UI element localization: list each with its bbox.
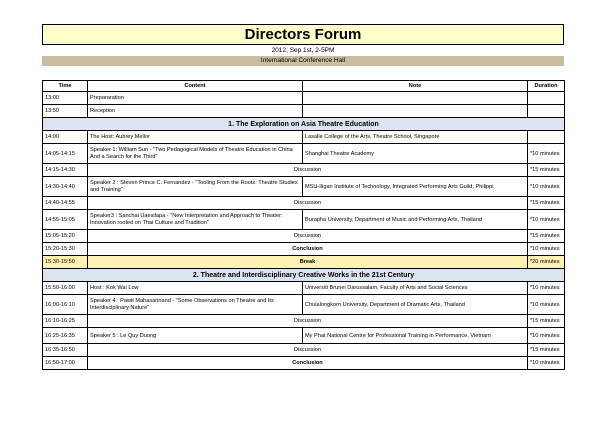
duration-cell: *10 minutes	[528, 144, 565, 164]
merged-cell: Break	[88, 256, 528, 269]
merged-cell: Discussion	[88, 344, 528, 357]
merged-cell: Discussion	[88, 164, 528, 177]
content-cell: Reception	[88, 105, 303, 118]
column-header-note: Note	[303, 81, 528, 92]
table-row	[43, 344, 565, 357]
duration-cell: *20 minutes	[528, 256, 565, 269]
content-cell: Speaker 1: William Sun - "Two Pedagogical Models of Theatre Education in China And a Search for the Third"	[88, 144, 303, 164]
duration-cell: *10 minutes	[528, 177, 565, 197]
duration-cell: *15 minutes	[528, 315, 565, 328]
duration-cell: *15 minutes	[528, 197, 565, 210]
duration-cell: *10 minutes	[528, 295, 565, 315]
column-header-time: Time	[43, 81, 88, 92]
note-cell: MSU-Iligan Institute of Technology, Integrated Performing Arts Guild, Philippi	[303, 177, 528, 197]
note-cell: Chulalongkorn University, Department of Dramatic Arts, Thailand	[303, 295, 528, 315]
time-cell: 15:50-16:00	[43, 282, 88, 295]
content-cell: The Host: Aubrey Mellor	[88, 131, 303, 144]
table-row	[43, 328, 565, 344]
table-row	[43, 210, 565, 230]
section-heading: 2. Theatre and Interdisciplinary Creative Works in the 21st Century	[43, 269, 565, 282]
time-cell: 13:00	[43, 92, 88, 105]
note-cell: Burapha University, Department of Music and Performing Arts, Thailand	[303, 210, 528, 230]
duration-cell: *15 minutes	[528, 230, 565, 243]
duration-cell: *10 minutes	[528, 328, 565, 344]
schedule-table	[42, 80, 565, 370]
duration-cell	[528, 131, 565, 144]
note-cell	[303, 92, 528, 105]
title-box	[42, 24, 564, 45]
event-venue: International Conference Hall	[42, 56, 564, 66]
time-cell: 14:55-15:05	[43, 210, 88, 230]
table-row	[43, 315, 565, 328]
table-row	[43, 282, 565, 295]
duration-cell: *10 minutes	[528, 210, 565, 230]
merged-cell: Discussion	[88, 197, 528, 210]
time-cell: 15:20-15:30	[43, 243, 88, 256]
duration-cell	[528, 92, 565, 105]
duration-cell: *10 minutes	[528, 357, 565, 370]
note-cell: My Phat National Centre for Professional Training in Performance, Vietnam	[303, 328, 528, 344]
table-row	[43, 256, 565, 269]
duration-cell: *10 minutes	[528, 282, 565, 295]
table-row	[43, 295, 565, 315]
merged-cell: Conclusion	[88, 357, 528, 370]
section-row	[43, 269, 565, 282]
time-cell: 16:25-16:35	[43, 328, 88, 344]
content-cell: Speaker 2 : Steven Prince C. Fernandez - "Tooling From the Roots: Theatre Studies and Training"	[88, 177, 303, 197]
time-cell: 14:40-14:55	[43, 197, 88, 210]
table-row	[43, 105, 565, 118]
content-cell: Speaker 5 : Le Quy Duong	[88, 328, 303, 344]
table-row	[43, 230, 565, 243]
column-header-duration: Duration	[528, 81, 565, 92]
duration-cell: *15 minutes	[528, 344, 565, 357]
time-cell: 16:00-16:10	[43, 295, 88, 315]
section-row	[43, 118, 565, 131]
section-heading: 1. The Exploration on Asia Theatre Education	[43, 118, 565, 131]
time-cell: 15:05-15:20	[43, 230, 88, 243]
table-row	[43, 144, 565, 164]
table-row	[43, 177, 565, 197]
note-cell: Lasalle College of the Arts, Theatre School, Singapore	[303, 131, 528, 144]
table-row	[43, 131, 565, 144]
table-row	[43, 197, 565, 210]
time-cell: 14:00	[43, 131, 88, 144]
note-cell: Universiti Brunei Darussalam, Faculty of Arts and Social Sciences	[303, 282, 528, 295]
table-header-row	[43, 81, 565, 92]
duration-cell: *15 minutes	[528, 164, 565, 177]
table-row	[43, 243, 565, 256]
time-cell: 14:15-14:30	[43, 164, 88, 177]
content-cell: Prepararation	[88, 92, 303, 105]
merged-cell: Discussion	[88, 230, 528, 243]
time-cell: 14:30-14:40	[43, 177, 88, 197]
time-cell: 14:05-14:15	[43, 144, 88, 164]
time-cell: 16:35-16:50	[43, 344, 88, 357]
table-row	[43, 92, 565, 105]
table-row	[43, 357, 565, 370]
page-title: Directors Forum	[244, 26, 362, 43]
duration-cell: *10 minutes	[528, 243, 565, 256]
time-cell: 16:50-17:00	[43, 357, 88, 370]
merged-cell: Discussion	[88, 315, 528, 328]
merged-cell: Conclusion	[88, 243, 528, 256]
event-date: 2012, Sep 1st, 2-5PM	[271, 47, 335, 54]
note-cell: Shanghai Theatre Academy	[303, 144, 528, 164]
content-cell: Speaker3 : Sanchai Uaesilapa - "New Interpretation and Approach to Theater: Innovation rooted on Thai Culture and Tradition"	[88, 210, 303, 230]
note-cell	[303, 105, 528, 118]
column-header-content: Content	[88, 81, 303, 92]
time-cell: 15:30-15:50	[43, 256, 88, 269]
content-cell: Speaker 4 : Pawit Mahasarinand - "Some Observations on Theatre and Its Interdisciplinary Nature"	[88, 295, 303, 315]
time-cell: 16:10-16:25	[43, 315, 88, 328]
table-row	[43, 164, 565, 177]
content-cell: Host : Kok Wai Low	[88, 282, 303, 295]
time-cell: 13:50	[43, 105, 88, 118]
duration-cell	[528, 105, 565, 118]
